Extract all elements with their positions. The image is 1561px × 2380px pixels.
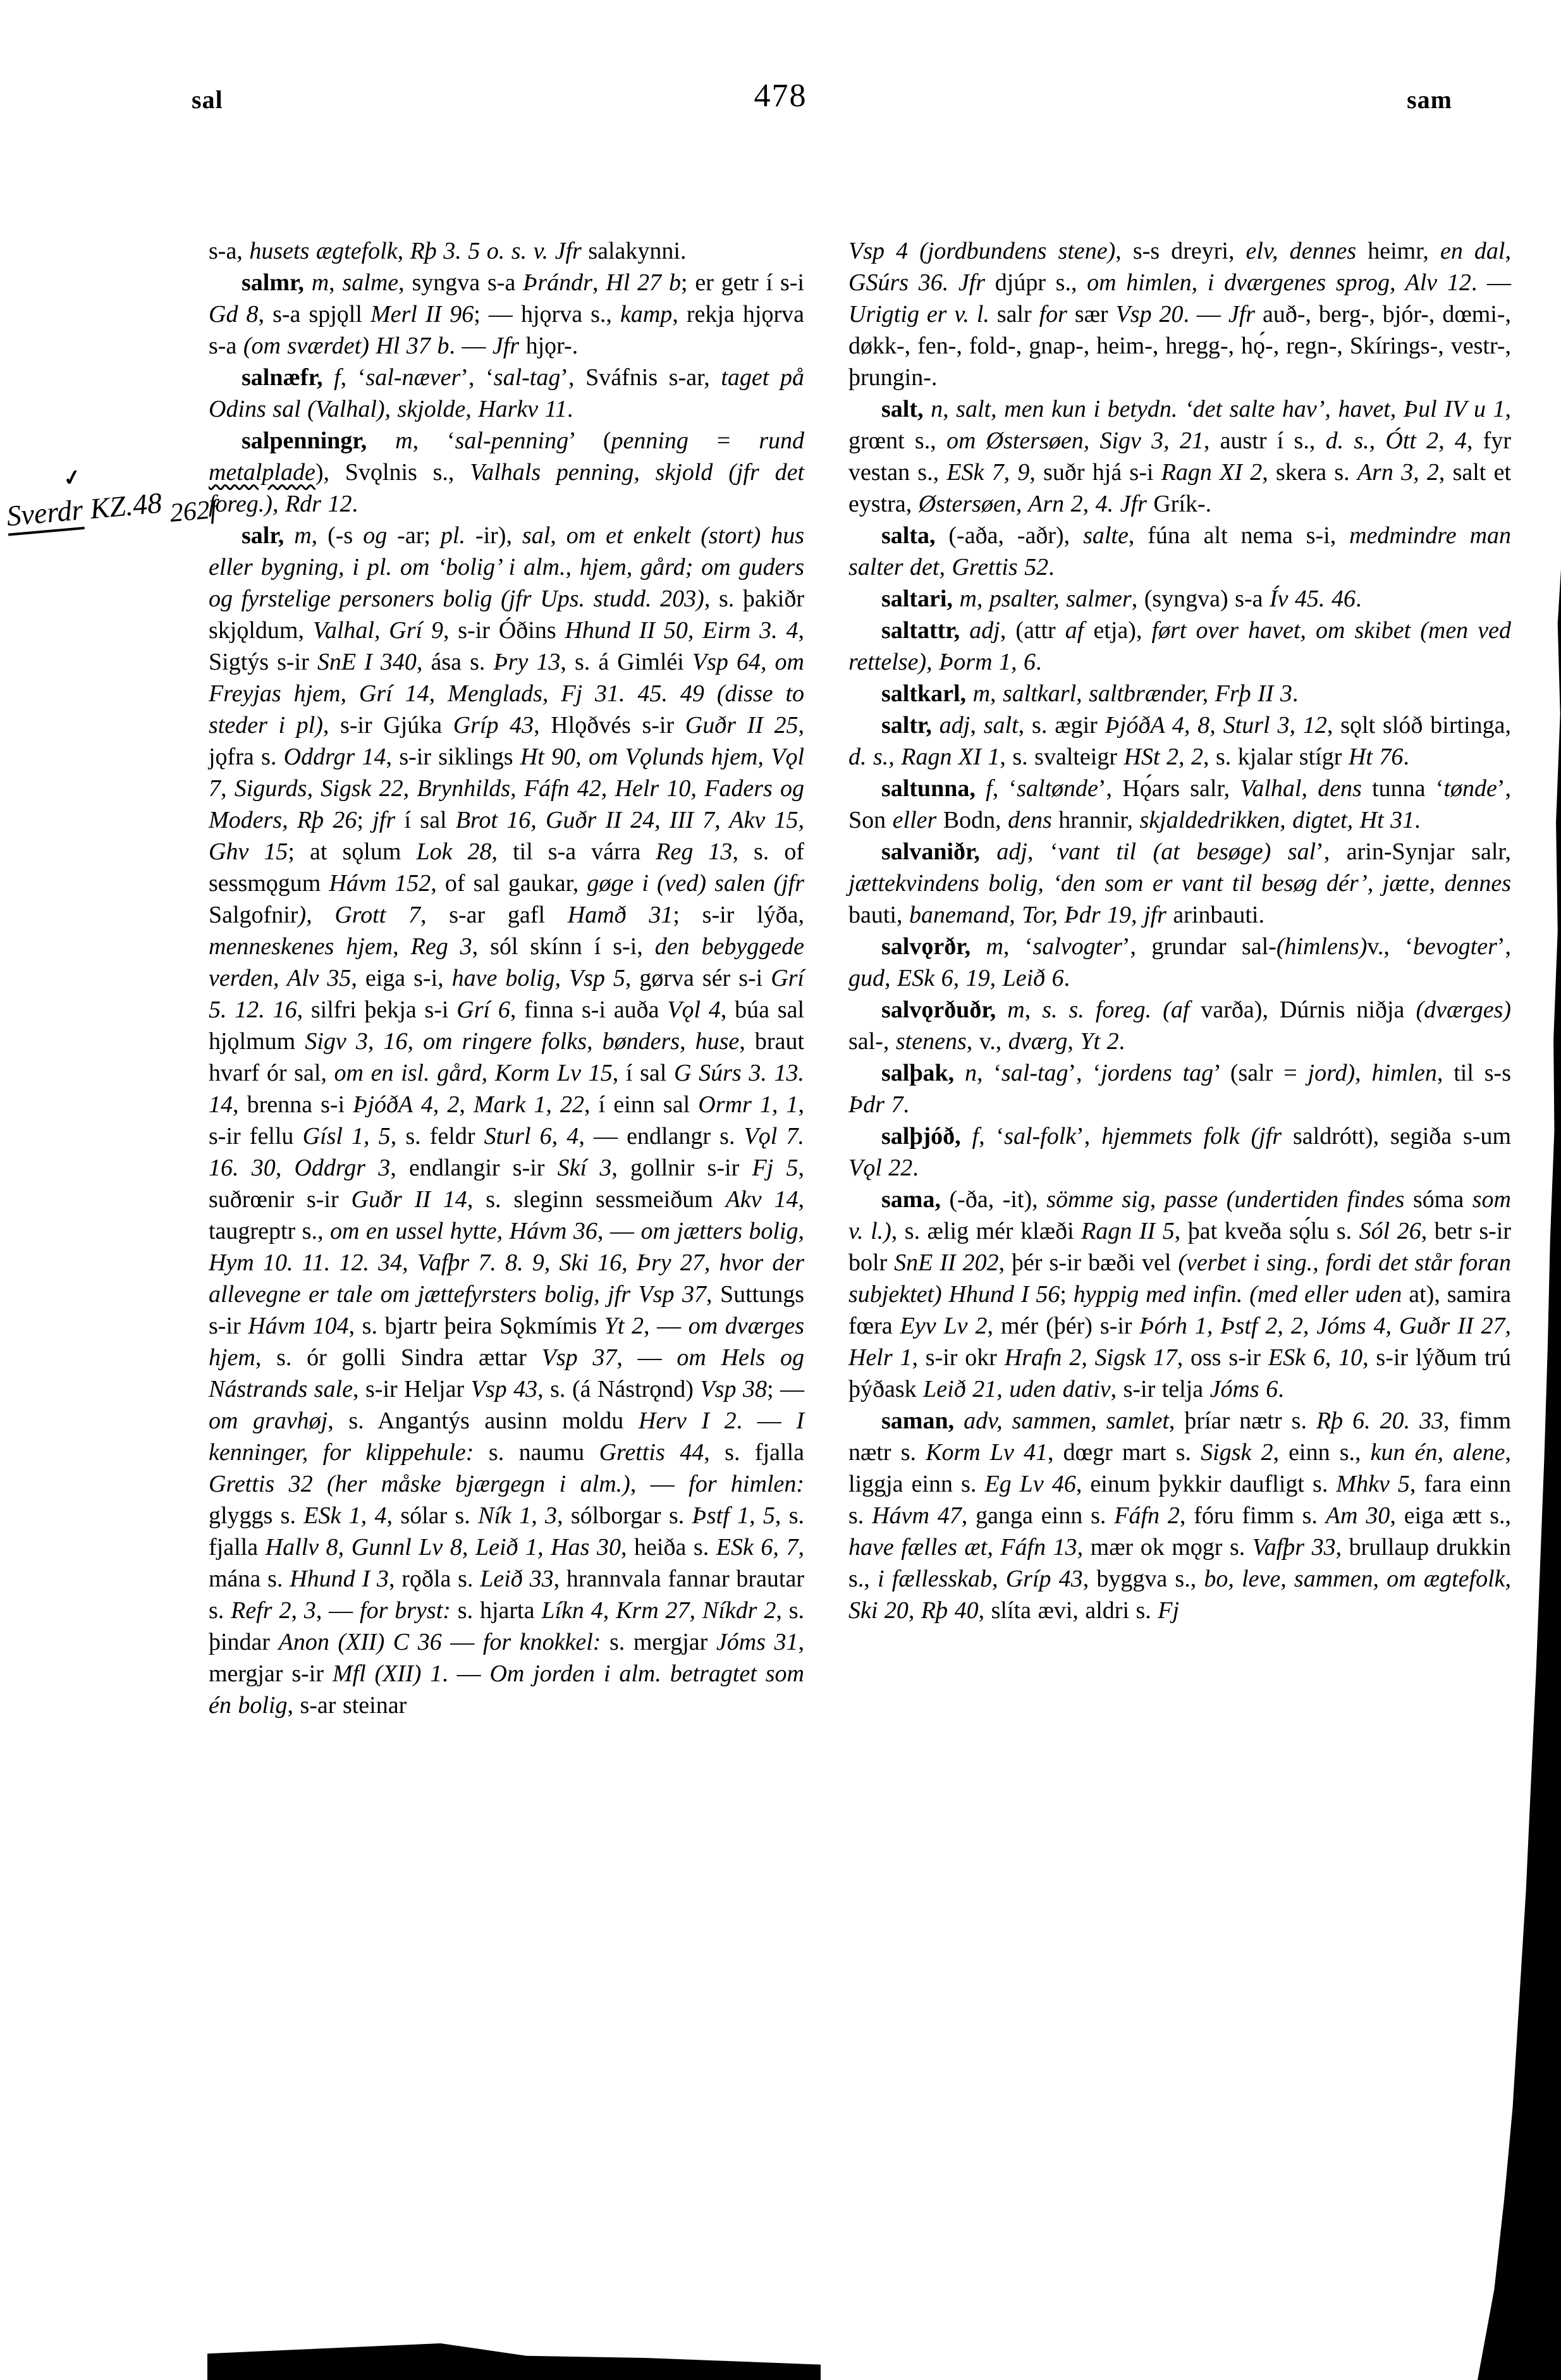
dictionary-entry: saman, adv, sammen, samlet, þríar nætr s. Rþ 6. 20. 33, fimm nætr s. Korm Lv 41, dœgr mart s. Sigsk 2, einn s., kun én, alene, liggja einn s. Eg Lv 46, einum þykkir daufligt s. Mhkv 5, fara einn s. Hávm 47, ganga einn s. Fáfn 2, fóru fimm s. Am 30, eiga ætt s., have fælles æt, Fáfn 13, mær ok mǫgr s. Vafþr 33, brullaup drukkin s., i fællesskab, Gríp 43, byggva s., bo, leve, sammen, om ægtefolk, Ski 20, Rþ 40, slíta ævi, aldri s. Fj (848, 1408, 1512, 1624)
dictionary-entry: salta, (-aða, -aðr), salte, fúna alt nema s-i, medmindre man salter det, Grettis 52. (848, 522, 1512, 580)
dictionary-entry: saltkarl, m, saltkarl, saltbrænder, Frþ II 3. (881, 680, 1299, 707)
scan-ink-bar-bottom-left (207, 2343, 821, 2380)
page-number: 478 (754, 78, 807, 114)
dictionary-entry: salvǫrðr, m, ‘salvogter’, grundar sal-(himlens)v., ‘bevogter’, gud, ESk 6, 19, Leið 6. (848, 933, 1512, 991)
margin-note-reference-journal: KZ.48 (81, 486, 164, 526)
text-column-left (209, 235, 804, 1721)
dictionary-entry: sama, (-ða, -it), sömme sig, passe (undertiden findes sóma som v. l.), s. ælig mér klæði Ragn II 5, þat kveða sǫ́lu s. Sól 26, betr s-ir bolr SnE II 202, þér s-ir bæði vel (verbet i sing., fordi det står foran subjektet) Hhund I 56; hyppig med infin. (med eller uden at), samira fœra Eyv Lv 2, mér (þér) s-ir Þórh 1, Þstf 2, 2, Jóms 4, Guðr II 27, Helr 1, s-ir okr Hrafn 2, Sigsk 17, oss s-ir ESk 6, 10, s-ir lýðum trú þýðask Leið 21, uden dativ, s-ir telja Jóms 6. (848, 1186, 1512, 1402)
dictionary-entry: saltattr, adj, (attr af etja), ført over havet, om skibet (men ved rettelse), Þorm 1, 6. (848, 617, 1511, 675)
text-column-right (848, 235, 1511, 1626)
dictionary-entry: salþak, n, ‘sal-tag’, ‘jordens tag’ (salr = jord), himlen, til s-s Þdr 7. (848, 1060, 1512, 1118)
dictionary-entry: salt, n, salt, men kun i betydn. ‘det salte hav’, havet, Þul IV u 1, grœnt s., om Østersøen, Sigv 3, 21, austr í s., d. s., Ótt 2, 4, fyr vestan s., ESk 7, 9, suðr hjá s-i Ragn XI 2, skera s. Arn 3, 2, salt et eystra, Østersøen, Arn 2, 4. Jfr Grík-. (848, 396, 1512, 517)
margin-note-reference-author: Sverdr (5, 493, 84, 536)
dictionary-entry: salvǫrðuðr, m, s. s. foreg. (af varða), Dúrnis niðja (dværges) sal-, stenens, v., dværg, Yt 2. (848, 997, 1512, 1055)
dictionary-entry: salpenningr, m, ‘sal-penning’ (penning = rund metalplade), Svǫlnis s., Valhals penning, skjold (jfr det foreg.), Rdr 12. (209, 427, 805, 517)
dictionary-entry: salvaniðr, adj, ‘vant til (at besøge) sal’, arin-Synjar salr, jættekvindens bolig, ‘den som er vant til besøg dér’, jætte, dennes bauti, banemand, Tor, Þdr 19, jfr arinbauti. (848, 838, 1512, 928)
entry-continuation: s-a, husets ægtefolk, Rþ 3. 5 o. s. v. Jfr salakynni. (209, 238, 687, 264)
header-keyword-left: sal (192, 85, 223, 114)
entry-continuation: Vsp 4 (jordbundens stene), s-s dreyri, elv, dennes heimr, en dal, GSúrs 36. Jfr djúpr s., om himlen, i dværgenes sprog, Alv 12. — Urigtig er v. l. salr for sær Vsp 20. — Jfr auð-, berg-, bjór-, dœmi-, døkk-, fen-, fold-, gnap-, heim-, hregg-, hǫ́-, regn-, Skírings-, vestr-, þrungin-. (848, 238, 1512, 391)
dictionary-entry: salþjóð, f, ‘sal-folk’, hjemmets folk (jfr saldrótt), segiða s-um Vǫl 22. (848, 1123, 1512, 1181)
dictionary-entry: saltr, adj, salt, s. ægir ÞjóðA 4, 8, Sturl 3, 12, sǫlt slóð birtinga, d. s., Ragn XI 1, s. svalteigr HSt 2, 2, s. kjalar stígr Ht 76. (848, 712, 1511, 770)
handwritten-margin-note (6, 482, 235, 532)
dictionary-entry: salmr, m, salme, syngva s-a Þrándr, Hl 27 b; er getr í s-i Gd 8, s-a spjǫll Merl II 96; — hjǫrva s., kamp, rekja hjǫrva s-a (om sværdet) Hl 37 b. — Jfr hjǫr-. (209, 269, 805, 359)
dictionary-entry: salnæfr, f, ‘sal-næver’, ‘sal-tag’, Sváfnis s-ar, taget på Odins sal (Valhal), skjolde, Harkv 11. (209, 364, 804, 422)
dictionary-entry: saltunna, f, ‘saltønde’, Hǫ́ars salr, Valhal, dens tunna ‘tønde’, Son eller Bodn, dens hrannir, skjaldedrikken, digtet, Ht 31. (848, 775, 1512, 833)
dictionary-entry: saltari, m, psalter, salmer, (syngva) s-a Ív 45. 46. (881, 586, 1362, 612)
header-keyword-right: sam (1407, 85, 1452, 114)
margin-note-reference-pages: 262f (168, 494, 219, 529)
handwritten-tick-mark: ✓ (61, 465, 83, 492)
dictionary-entry: salr, m, (-s og -ar; pl. -ir), sal, om et enkelt (stort) hus eller bygning, i pl. om ‘bolig’ i alm., hjem, gård; om guders og fyrstelige personers bolig (jfr Ups. studd. 203), s. þakiðr skjǫldum, Valhal, Grí 9, s-ir Óðins Hhund II 50, Eirm 3. 4, Sigtýs s-ir SnE I 340, ása s. Þry 13, s. á Gimléi Vsp 64, om Freyjas hjem, Grí 14, Menglads, Fj 31. 45. 49 (disse to steder i pl), s-ir Gjúka Gríp 43, Hlǫðvés s-ir Guðr II 25, jǫfra s. Oddrgr 14, s-ir siklings Ht 90, om Vǫlunds hjem, Vǫl 7, Sigurds, Sigsk 22, Brynhilds, Fáfn 42, Helr 10, Faders og Moders, Rþ 26; jfr í sal Brot 16, Guðr II 24, III 7, Akv 15, Ghv 15; at sǫlum Lok 28, til s-a várra Reg 13, s. of sessmǫgum Hávm 152, of sal gaukar, gøge i (ved) salen (jfr Salgofnir), Grott 7, s-ar gafl Hamð 31; s-ir lýða, menneskenes hjem, Reg 3, sól skínn í s-i, den bebyggede verden, Alv 35, eiga s-i, have bolig, Vsp 5, gørva sér s-i Grí 5. 12. 16, silfri þekja s-i Grí 6, finna s-i auða Vǫl 4, búa sal hjǫlmum Sigv 3, 16, om ringere folks, bønders, huse, braut hvarf ór sal, om en isl. gård, Korm Lv 15, í sal G Súrs 3. 13. 14, brenna s-i ÞjóðA 4, 2, Mark 1, 22, í einn sal Ormr 1, 1, s-ir fellu Gísl 1, 5, s. feldr Sturl 6, 4, — endlangr s. Vǫl 7. 16. 30, Oddrgr 3, endlangir s-ir Skí 3, gollnir s-ir Fj 5, suðrœnir s-ir Guðr II 14, s. sleginn sessmeiðum Akv 14, taugreptr s., om en ussel hytte, Hávm 36, — om jætters bolig, Hym 10. 11. 12. 34, Vafþr 7. 8. 9, Ski 16, Þry 27, hvor der allevegne er tale om jættefyrsters bolig, jfr Vsp 37, Suttungs s-ir Hávm 104, s. bjartr þeira Sǫkmímis Yt 2, — om dværges hjem, s. ór golli Sindra ættar Vsp 37, — om Hels og Nástrands sale, s-ir Heljar Vsp 43, s. (á Nástrǫnd) Vsp 38; — om gravhøj, s. Angantýs ausinn moldu Herv I 2. — I kenninger, for klippehule: s. naumu Grettis 44, s. fjalla Grettis 32 (her måske bjærgegn i alm.), — for himlen: glyggs s. ESk 1, 4, sólar s. Ník 1, 3, sólborgar s. Þstf 1, 5, s. fjalla Hallv 8, Gunnl Lv 8, Leið 1, Has 30, heiða s. ESk 6, 7, mána s. Hhund I 3, rǫðla s. Leið 33, hrannvala fannar brautar s. Refr 2, 3, — for bryst: s. hjarta Líkn 4, Krm 27, Níkdr 2, s. þindar Anon (XII) C 36 — for knokkel: s. mergjar Jóms 31, mergjar s-ir Mfl (XII) 1. — Om jorden i alm. betragtet som én bolig, s-ar steinar (209, 522, 805, 1719)
